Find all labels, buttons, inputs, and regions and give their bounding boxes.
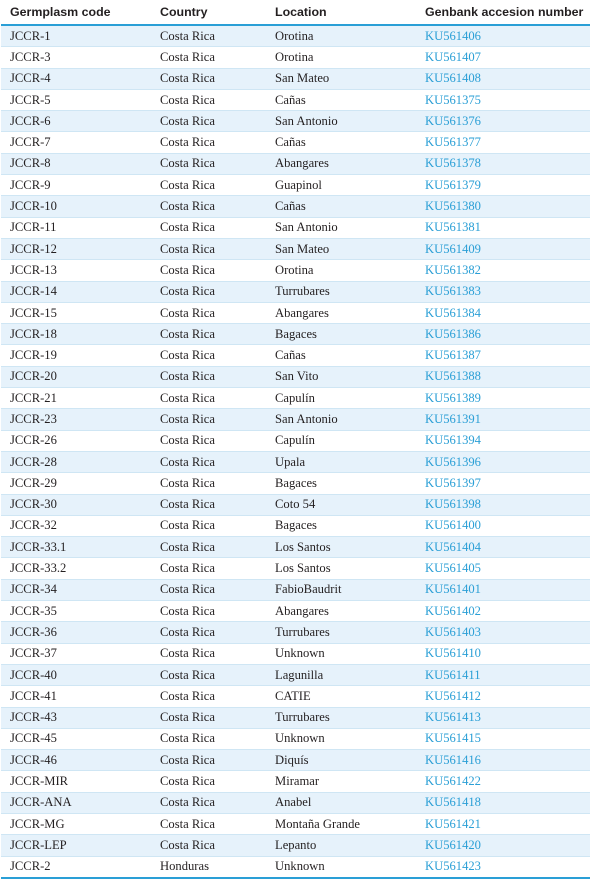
table-row bbox=[1, 728, 590, 749]
location-cell: San Antonio bbox=[266, 217, 416, 238]
germplasm-code-cell: JCCR-14 bbox=[1, 281, 151, 302]
genbank-accession-link[interactable]: KU561420 bbox=[416, 835, 590, 856]
country-cell: Costa Rica bbox=[151, 111, 266, 132]
table-row bbox=[1, 153, 590, 174]
genbank-accession-link[interactable]: KU561413 bbox=[416, 707, 590, 728]
genbank-accession-link[interactable]: KU561409 bbox=[416, 238, 590, 259]
table-row bbox=[1, 281, 590, 302]
germplasm-code-cell: JCCR-5 bbox=[1, 89, 151, 110]
germplasm-code-cell: JCCR-2 bbox=[1, 856, 151, 878]
country-cell: Costa Rica bbox=[151, 771, 266, 792]
table-row bbox=[1, 111, 590, 132]
country-cell: Costa Rica bbox=[151, 728, 266, 749]
country-cell: Costa Rica bbox=[151, 537, 266, 558]
germplasm-code-cell: JCCR-7 bbox=[1, 132, 151, 153]
genbank-accession-link[interactable]: KU561397 bbox=[416, 473, 590, 494]
germplasm-code-cell: JCCR-6 bbox=[1, 111, 151, 132]
location-cell: Cañas bbox=[266, 132, 416, 153]
germplasm-code-cell: JCCR-MG bbox=[1, 813, 151, 834]
germplasm-code-cell: JCCR-21 bbox=[1, 388, 151, 409]
germplasm-table bbox=[1, 0, 590, 879]
location-cell: Orotina bbox=[266, 260, 416, 281]
table-row bbox=[1, 217, 590, 238]
germplasm-code-cell: JCCR-23 bbox=[1, 409, 151, 430]
column-header-germplasm-code: Germplasm code bbox=[1, 0, 151, 25]
location-cell: Guapinol bbox=[266, 175, 416, 196]
country-cell: Costa Rica bbox=[151, 25, 266, 47]
genbank-accession-link[interactable]: KU561391 bbox=[416, 409, 590, 430]
table-row bbox=[1, 792, 590, 813]
germplasm-code-cell: JCCR-4 bbox=[1, 68, 151, 89]
genbank-accession-link[interactable]: KU561402 bbox=[416, 601, 590, 622]
germplasm-code-cell: JCCR-10 bbox=[1, 196, 151, 217]
country-cell: Costa Rica bbox=[151, 813, 266, 834]
germplasm-code-cell: JCCR-MIR bbox=[1, 771, 151, 792]
germplasm-code-cell: JCCR-18 bbox=[1, 324, 151, 345]
table-row bbox=[1, 835, 590, 856]
table-row bbox=[1, 813, 590, 834]
germplasm-code-cell: JCCR-37 bbox=[1, 643, 151, 664]
location-cell: Unknown bbox=[266, 643, 416, 664]
germplasm-code-cell: JCCR-3 bbox=[1, 47, 151, 68]
location-cell: San Mateo bbox=[266, 68, 416, 89]
location-cell: Lepanto bbox=[266, 835, 416, 856]
location-cell: Bagaces bbox=[266, 324, 416, 345]
table-row bbox=[1, 409, 590, 430]
location-cell: Unknown bbox=[266, 728, 416, 749]
location-cell: Diquís bbox=[266, 750, 416, 771]
table-row bbox=[1, 537, 590, 558]
table-row bbox=[1, 196, 590, 217]
germplasm-code-cell: JCCR-29 bbox=[1, 473, 151, 494]
genbank-accession-link[interactable]: KU561377 bbox=[416, 132, 590, 153]
table-row bbox=[1, 238, 590, 259]
location-cell: San Mateo bbox=[266, 238, 416, 259]
table-row bbox=[1, 47, 590, 68]
country-cell: Costa Rica bbox=[151, 409, 266, 430]
table-row bbox=[1, 68, 590, 89]
location-cell: FabioBaudrit bbox=[266, 579, 416, 600]
genbank-accession-link[interactable]: KU561422 bbox=[416, 771, 590, 792]
germplasm-code-cell: JCCR-20 bbox=[1, 366, 151, 387]
location-cell: Coto 54 bbox=[266, 494, 416, 515]
genbank-accession-link[interactable]: KU561411 bbox=[416, 664, 590, 685]
country-cell: Costa Rica bbox=[151, 494, 266, 515]
location-cell: Cañas bbox=[266, 89, 416, 110]
table-row bbox=[1, 260, 590, 281]
germplasm-code-cell: JCCR-13 bbox=[1, 260, 151, 281]
country-cell: Costa Rica bbox=[151, 750, 266, 771]
table-row bbox=[1, 388, 590, 409]
location-cell: Abangares bbox=[266, 302, 416, 323]
germplasm-code-cell: JCCR-32 bbox=[1, 515, 151, 536]
location-cell: San Antonio bbox=[266, 111, 416, 132]
genbank-accession-link[interactable]: KU561378 bbox=[416, 153, 590, 174]
country-cell: Costa Rica bbox=[151, 324, 266, 345]
genbank-accession-link[interactable]: KU561406 bbox=[416, 25, 590, 47]
country-cell: Costa Rica bbox=[151, 47, 266, 68]
germplasm-code-cell: JCCR-45 bbox=[1, 728, 151, 749]
germplasm-code-cell: JCCR-36 bbox=[1, 622, 151, 643]
column-header-genbank-accession: Genbank accesion number bbox=[416, 0, 590, 25]
location-cell: Anabel bbox=[266, 792, 416, 813]
location-cell: Lagunilla bbox=[266, 664, 416, 685]
germplasm-code-cell: JCCR-30 bbox=[1, 494, 151, 515]
table-row bbox=[1, 302, 590, 323]
germplasm-code-cell: JCCR-ANA bbox=[1, 792, 151, 813]
germplasm-code-cell: JCCR-1 bbox=[1, 25, 151, 47]
country-cell: Costa Rica bbox=[151, 345, 266, 366]
table-row bbox=[1, 473, 590, 494]
location-cell: Bagaces bbox=[266, 473, 416, 494]
genbank-accession-link[interactable]: KU561380 bbox=[416, 196, 590, 217]
genbank-accession-link[interactable]: KU561404 bbox=[416, 537, 590, 558]
location-cell: Orotina bbox=[266, 25, 416, 47]
germplasm-code-cell: JCCR-15 bbox=[1, 302, 151, 323]
germplasm-code-cell: JCCR-40 bbox=[1, 664, 151, 685]
table-row bbox=[1, 25, 590, 47]
country-cell: Costa Rica bbox=[151, 89, 266, 110]
table-header-row bbox=[1, 0, 590, 25]
table-row bbox=[1, 686, 590, 707]
country-cell: Costa Rica bbox=[151, 664, 266, 685]
country-cell: Costa Rica bbox=[151, 601, 266, 622]
country-cell: Costa Rica bbox=[151, 302, 266, 323]
genbank-accession-link[interactable]: KU561386 bbox=[416, 324, 590, 345]
country-cell: Honduras bbox=[151, 856, 266, 878]
country-cell: Costa Rica bbox=[151, 281, 266, 302]
genbank-accession-link[interactable]: KU561410 bbox=[416, 643, 590, 664]
genbank-accession-link[interactable]: KU561394 bbox=[416, 430, 590, 451]
genbank-accession-link[interactable]: KU561383 bbox=[416, 281, 590, 302]
location-cell: Abangares bbox=[266, 601, 416, 622]
germplasm-code-cell: JCCR-46 bbox=[1, 750, 151, 771]
table-row bbox=[1, 132, 590, 153]
location-cell: Cañas bbox=[266, 196, 416, 217]
country-cell: Costa Rica bbox=[151, 835, 266, 856]
table-row bbox=[1, 750, 590, 771]
germplasm-code-cell: JCCR-26 bbox=[1, 430, 151, 451]
germplasm-code-cell: JCCR-LEP bbox=[1, 835, 151, 856]
country-cell: Costa Rica bbox=[151, 515, 266, 536]
table-row bbox=[1, 622, 590, 643]
genbank-accession-link[interactable]: KU561375 bbox=[416, 89, 590, 110]
germplasm-code-cell: JCCR-33.2 bbox=[1, 558, 151, 579]
location-cell: Unknown bbox=[266, 856, 416, 878]
table-row bbox=[1, 451, 590, 472]
genbank-accession-link[interactable]: KU561400 bbox=[416, 515, 590, 536]
table-row bbox=[1, 324, 590, 345]
location-cell: CATIE bbox=[266, 686, 416, 707]
table-row bbox=[1, 601, 590, 622]
genbank-accession-link[interactable]: KU561388 bbox=[416, 366, 590, 387]
germplasm-code-cell: JCCR-19 bbox=[1, 345, 151, 366]
location-cell: Miramar bbox=[266, 771, 416, 792]
country-cell: Costa Rica bbox=[151, 686, 266, 707]
genbank-accession-link[interactable]: KU561416 bbox=[416, 750, 590, 771]
table-row bbox=[1, 707, 590, 728]
table-row bbox=[1, 494, 590, 515]
country-cell: Costa Rica bbox=[151, 196, 266, 217]
location-cell: San Antonio bbox=[266, 409, 416, 430]
germplasm-code-cell: JCCR-33.1 bbox=[1, 537, 151, 558]
table-row bbox=[1, 430, 590, 451]
location-cell: Bagaces bbox=[266, 515, 416, 536]
genbank-accession-link[interactable]: KU561418 bbox=[416, 792, 590, 813]
table-row bbox=[1, 643, 590, 664]
location-cell: Abangares bbox=[266, 153, 416, 174]
germplasm-code-cell: JCCR-8 bbox=[1, 153, 151, 174]
genbank-accession-link[interactable]: KU561408 bbox=[416, 68, 590, 89]
country-cell: Costa Rica bbox=[151, 473, 266, 494]
germplasm-code-cell: JCCR-35 bbox=[1, 601, 151, 622]
country-cell: Costa Rica bbox=[151, 153, 266, 174]
location-cell: Upala bbox=[266, 451, 416, 472]
country-cell: Costa Rica bbox=[151, 579, 266, 600]
country-cell: Costa Rica bbox=[151, 238, 266, 259]
germplasm-code-cell: JCCR-12 bbox=[1, 238, 151, 259]
location-cell: Los Santos bbox=[266, 558, 416, 579]
country-cell: Costa Rica bbox=[151, 558, 266, 579]
location-cell: Cañas bbox=[266, 345, 416, 366]
germplasm-code-cell: JCCR-43 bbox=[1, 707, 151, 728]
country-cell: Costa Rica bbox=[151, 430, 266, 451]
table-row bbox=[1, 856, 590, 878]
genbank-accession-link[interactable]: KU561415 bbox=[416, 728, 590, 749]
genbank-accession-link[interactable]: KU561412 bbox=[416, 686, 590, 707]
table-row bbox=[1, 515, 590, 536]
country-cell: Costa Rica bbox=[151, 707, 266, 728]
table-body bbox=[1, 25, 590, 878]
country-cell: Costa Rica bbox=[151, 388, 266, 409]
location-cell: Turrubares bbox=[266, 281, 416, 302]
country-cell: Costa Rica bbox=[151, 622, 266, 643]
genbank-accession-link[interactable]: KU561376 bbox=[416, 111, 590, 132]
table-row bbox=[1, 771, 590, 792]
country-cell: Costa Rica bbox=[151, 68, 266, 89]
table-row bbox=[1, 558, 590, 579]
country-cell: Costa Rica bbox=[151, 175, 266, 196]
genbank-accession-link[interactable]: KU561401 bbox=[416, 579, 590, 600]
genbank-accession-link[interactable]: KU561423 bbox=[416, 856, 590, 878]
genbank-accession-link[interactable]: KU561382 bbox=[416, 260, 590, 281]
country-cell: Costa Rica bbox=[151, 366, 266, 387]
table-row bbox=[1, 366, 590, 387]
genbank-accession-link[interactable]: KU561398 bbox=[416, 494, 590, 515]
germplasm-code-cell: JCCR-9 bbox=[1, 175, 151, 196]
country-cell: Costa Rica bbox=[151, 643, 266, 664]
germplasm-code-cell: JCCR-11 bbox=[1, 217, 151, 238]
location-cell: Orotina bbox=[266, 47, 416, 68]
genbank-accession-link[interactable]: KU561389 bbox=[416, 388, 590, 409]
germplasm-code-cell: JCCR-41 bbox=[1, 686, 151, 707]
location-cell: Los Santos bbox=[266, 537, 416, 558]
genbank-accession-link[interactable]: KU561384 bbox=[416, 302, 590, 323]
country-cell: Costa Rica bbox=[151, 451, 266, 472]
location-cell: Capulín bbox=[266, 388, 416, 409]
genbank-accession-link[interactable]: KU561381 bbox=[416, 217, 590, 238]
table-row bbox=[1, 579, 590, 600]
location-cell: Montaña Grande bbox=[266, 813, 416, 834]
germplasm-code-cell: JCCR-28 bbox=[1, 451, 151, 472]
genbank-accession-link[interactable]: KU561379 bbox=[416, 175, 590, 196]
location-cell: Turrubares bbox=[266, 707, 416, 728]
germplasm-code-cell: JCCR-34 bbox=[1, 579, 151, 600]
genbank-accession-link[interactable]: KU561407 bbox=[416, 47, 590, 68]
column-header-location: Location bbox=[266, 0, 416, 25]
genbank-accession-link[interactable]: KU561403 bbox=[416, 622, 590, 643]
location-cell: San Vito bbox=[266, 366, 416, 387]
column-header-country: Country bbox=[151, 0, 266, 25]
country-cell: Costa Rica bbox=[151, 217, 266, 238]
genbank-accession-link[interactable]: KU561405 bbox=[416, 558, 590, 579]
table-row bbox=[1, 345, 590, 366]
genbank-accession-link[interactable]: KU561421 bbox=[416, 813, 590, 834]
country-cell: Costa Rica bbox=[151, 260, 266, 281]
table-row bbox=[1, 664, 590, 685]
country-cell: Costa Rica bbox=[151, 792, 266, 813]
location-cell: Capulín bbox=[266, 430, 416, 451]
table-row bbox=[1, 175, 590, 196]
genbank-accession-link[interactable]: KU561396 bbox=[416, 451, 590, 472]
location-cell: Turrubares bbox=[266, 622, 416, 643]
country-cell: Costa Rica bbox=[151, 132, 266, 153]
table-row bbox=[1, 89, 590, 110]
genbank-accession-link[interactable]: KU561387 bbox=[416, 345, 590, 366]
